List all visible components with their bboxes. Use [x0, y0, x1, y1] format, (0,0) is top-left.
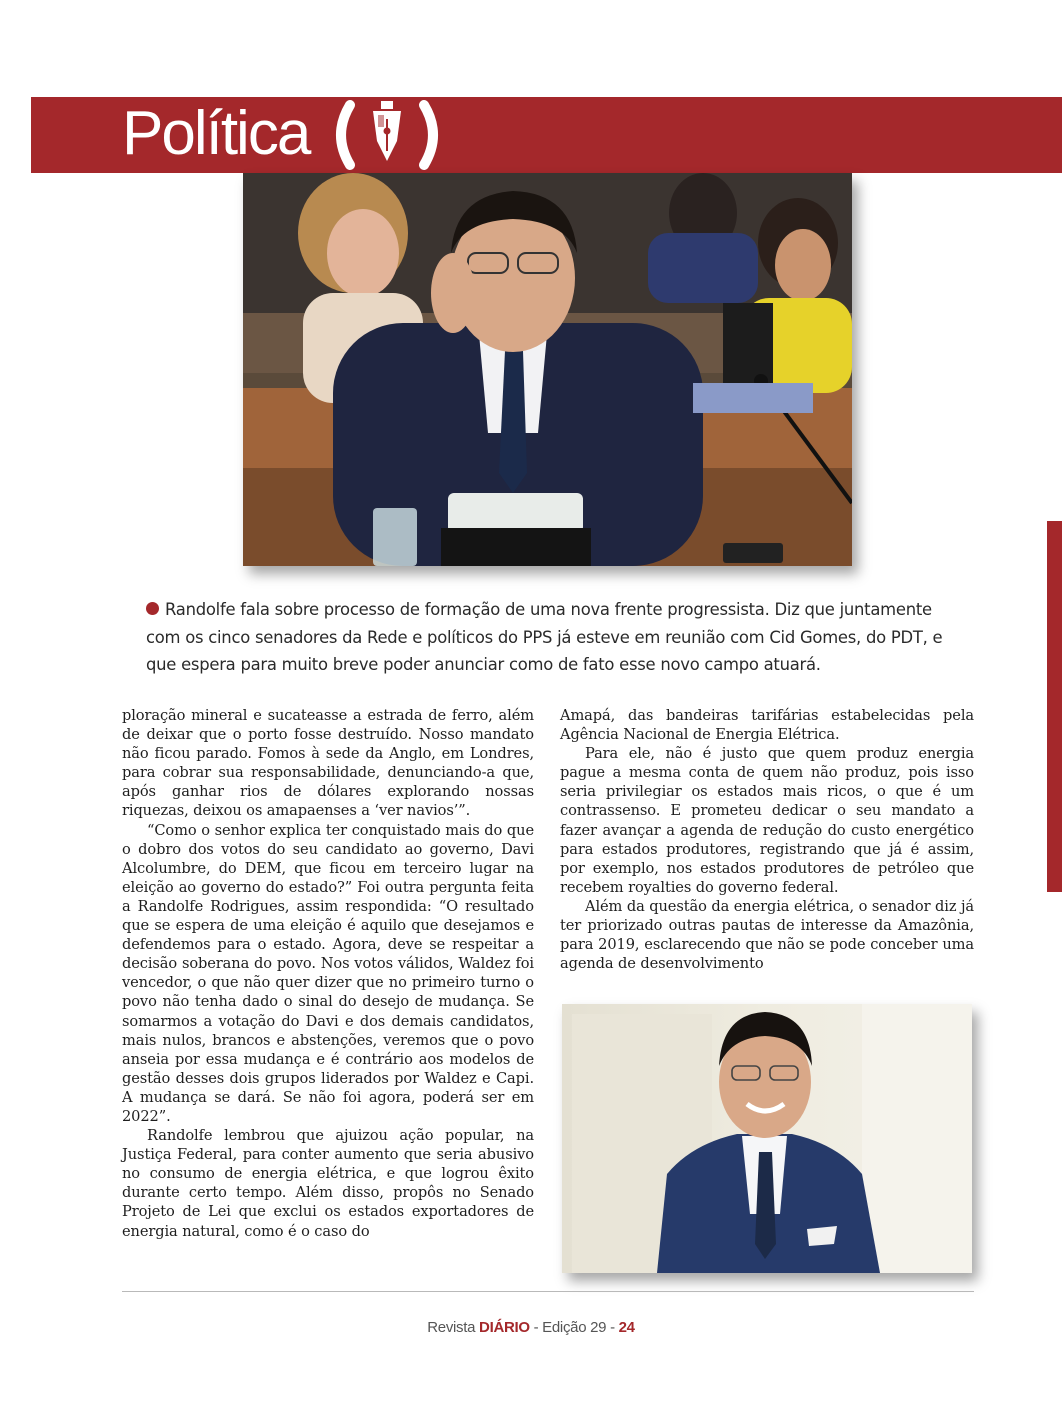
article-column-right: [560, 706, 974, 973]
fountain-pen-logo-icon: [328, 95, 446, 175]
paragraph: “Como o senhor explica ter conquistado mais do que o dobro dos votos do seu candidato ao governo, Davi Alcolumbre, do DEM, que ficou em terceiro lugar na eleição ao governo do estado?” Foi outra pergunta feita a Randolfe Rodrigues, assim respondida: “O resultado que se espera de uma eleição é aquilo que desejamos e defendemos para o estado. Agora, deve se respeitar a decisão soberana do povo. Nos votos válidos, Waldez foi vencedor, o que não quer dizer que no primeiro turno o povo não tenha dado o sinal do desejo de mudança. Se somarmos a votação do Davi e dos demais candidatos, mais nulos, brancos e abstenções, veremos que o povo anseia por essa mudança e é contrário aos modelos de gestão desses dois grupos liderados por Waldez e Capi. A mudança se dará. Se não foi agora, poderá ser em 2022”.: [122, 821, 534, 1125]
page-footer: [0, 1319, 1062, 1336]
page-number: 24: [618, 1319, 635, 1336]
article-column-left: [122, 706, 534, 1241]
caption-text: Randolfe fala sobre processo de formação de uma nova frente progressista. Diz que juntamente com os cinco senadores da Rede e políticos do PPS já esteve em reunião com Cid Gomes, do PDT, e que espera para muito breve poder anunciar como de fato esse novo campo atuará.: [146, 600, 943, 674]
paragraph: Amapá, das bandeiras tarifárias estabelecidas pela Agência Nacional de Energia Elétrica.: [560, 707, 974, 744]
senator-portrait-photo: [562, 1004, 972, 1273]
paragraph: ploração mineral e sucateasse a estrada de ferro, além de deixar que o porto fosse destruído. Nosso mandato não ficou parado. Fomos à sede da Anglo, em Londres, para cobrar sua responsabilidade, denunciando-a que, após ganhar rios de dólares explorando nossas riquezas, deixou os amapaenses a ‘ver navios’”.: [122, 707, 534, 820]
footer-prefix: Revista: [427, 1319, 480, 1336]
footer-edition: - Edição 29 -: [529, 1319, 619, 1336]
senator-committee-photo: [243, 173, 852, 566]
caption-bullet-icon: [146, 602, 159, 615]
side-page-tab: [1047, 521, 1062, 892]
photo-caption: [146, 596, 966, 679]
paragraph: Randolfe lembrou que ajuizou ação popular, na Justiça Federal, para conter aumento que seria abusivo no consumo de energia elétrica, e que logrou êxito durante certo tempo. Além disso, propôs no Senado Projeto de Lei que exclui os estados exportadores de energia natural, como é o caso do: [122, 1127, 534, 1240]
section-title: Política: [122, 99, 310, 168]
footer-brand: DIÁRIO: [479, 1319, 530, 1336]
footer-divider: [122, 1291, 974, 1292]
paragraph: Para ele, não é justo que quem produz energia pague a mesma conta de quem não produz, pois isso seria privilegiar os estados mais ricos, o que é um contrassenso. E prometeu dedicar o seu mandato a fazer avançar a agenda de redução do custo energético para estados produtores, registrando que já é assim, por exemplo, nos estados produtores de petróleo que recebem royalties do governo federal.: [560, 745, 974, 896]
paragraph: Além da questão da energia elétrica, o senador diz já ter priorizado outras pautas de interesse da Amazônia, para 2019, esclarecendo que não se pode conceber uma agenda de desenvolvimento: [560, 897, 974, 973]
